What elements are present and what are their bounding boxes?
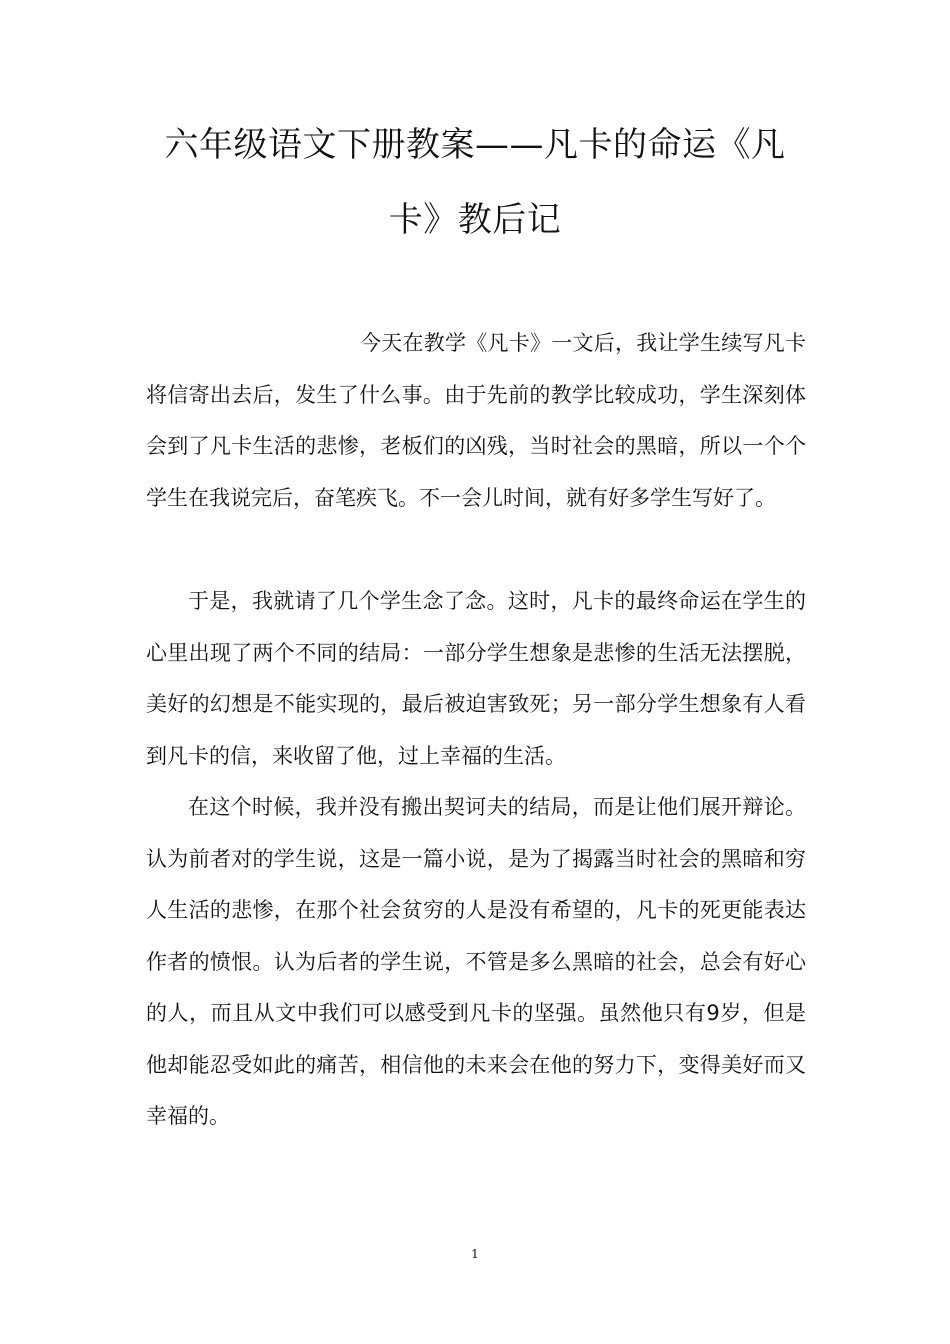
document-title-line-1: 六年级语文下册教案——凡卡的命运《凡 <box>164 125 786 165</box>
page-number: 1 <box>471 1247 479 1261</box>
paragraph-3: 在这个时候，我并没有搬出契诃夫的结局，而是让他们展开辩论。认为前者对的学生说，这是一篇小说，是为了揭露当时社会的黑暗和穷人生活的悲惨，在那个社会贫穷的人是没有希望的，凡卡的死更能表达作者的愤恨。认为后者的学生说，不管是多么黑暗的社会，总会有好心的人，而且从文中我们可以感受到凡卡的坚强。虽然他只有9岁，但是他却能忍受如此的痛苦，相信他的未来会在他的努力下，变得美好而又幸福的。 <box>146 795 806 1128</box>
paragraph-2: 于是，我就请了几个学生念了念。这时，凡卡的最终命运在学生的心里出现了两个不同的结局：一部分学生想象是悲惨的生活无法摆脱，美好的幻想是不能实现的，最后被迫害致死；另一部分学生想象有人看到凡卡的信，来收留了他，过上幸福的生活。 <box>146 589 806 768</box>
document-title-line-2: 卡》教后记 <box>388 200 562 240</box>
paragraph-1: 今天在教学《凡卡》一文后，我让学生续写凡卡将信寄出去后，发生了什么事。由于先前的教学比较成功，学生深刻体会到了凡卡生活的悲惨，老板们的凶残，当时社会的黑暗，所以一个个学生在我说完后，奋笔疾飞。不一会儿时间，就有好多学生写好了。 <box>146 331 806 510</box>
